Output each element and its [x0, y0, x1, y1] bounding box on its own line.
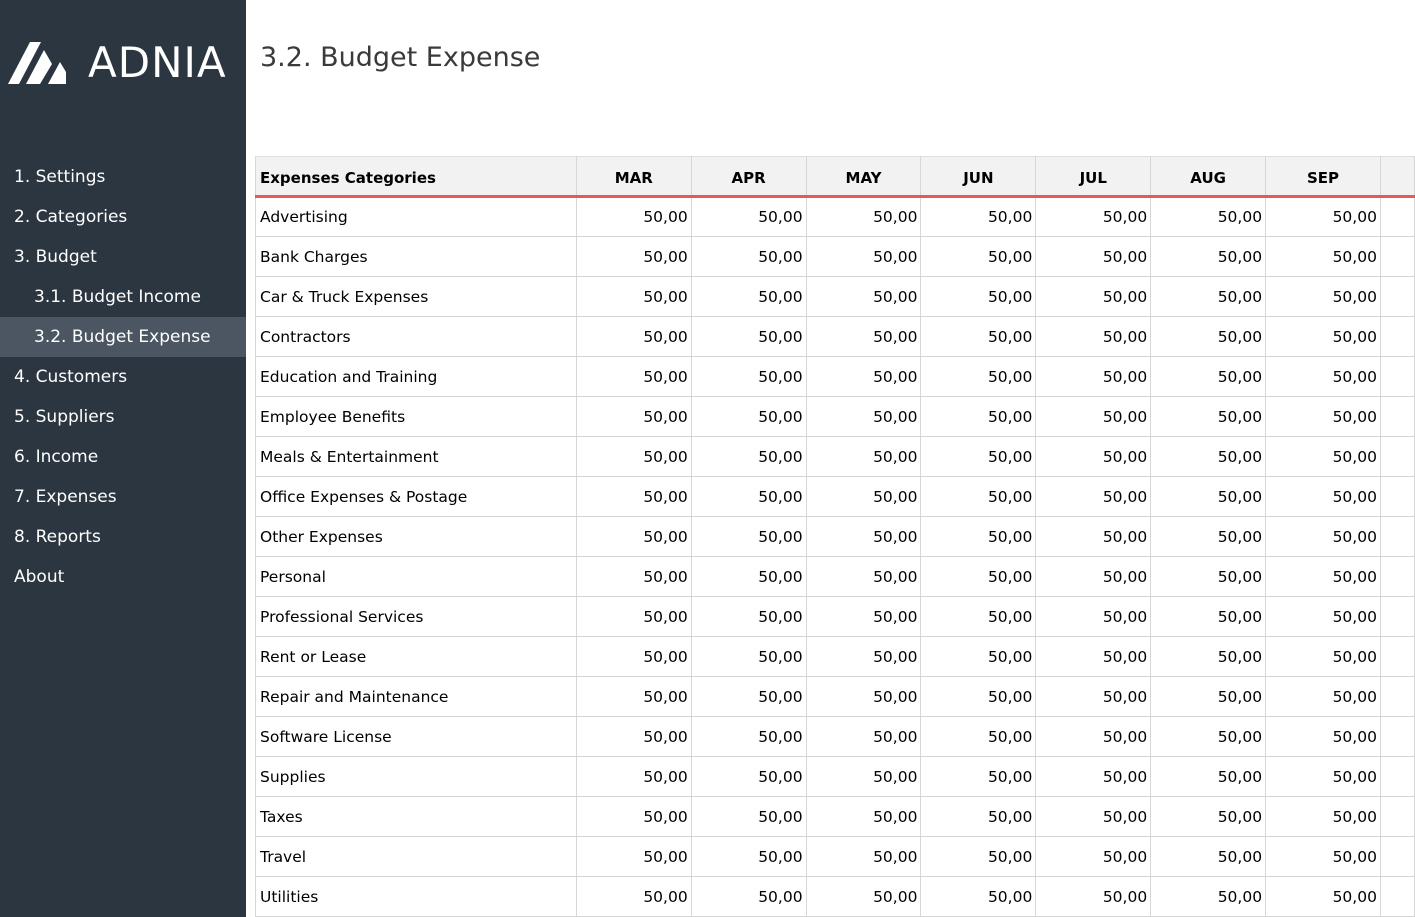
- amount-cell-next-partial[interactable]: [1380, 637, 1414, 677]
- table-header-row: [256, 157, 1415, 197]
- category-cell[interactable]: Software License: [256, 717, 577, 757]
- category-cell[interactable]: Utilities: [256, 877, 577, 917]
- column-header-sep[interactable]: SEP: [1266, 157, 1381, 197]
- amount-cell-sep[interactable]: 50,00: [1266, 237, 1381, 277]
- table-row: [256, 477, 1415, 517]
- sidebar-item-4-customers[interactable]: 4. Customers: [14, 367, 128, 387]
- table-row: [256, 877, 1415, 917]
- table-row: [256, 317, 1415, 357]
- sidebar-item-3-budget[interactable]: 3. Budget: [14, 247, 97, 267]
- amount-cell-next-partial[interactable]: [1380, 317, 1414, 357]
- amount-cell-apr[interactable]: 50,00: [691, 317, 806, 357]
- amount-cell-next-partial[interactable]: [1380, 197, 1414, 237]
- sidebar-item-3-1-budget-income[interactable]: 3.1. Budget Income: [34, 287, 201, 307]
- column-header-aug[interactable]: AUG: [1151, 157, 1266, 197]
- amount-cell-mar[interactable]: 50,00: [576, 837, 691, 877]
- amount-cell-jun[interactable]: 50,00: [921, 837, 1036, 877]
- sidebar-item-2-categories[interactable]: 2. Categories: [14, 207, 128, 227]
- table-row: [256, 717, 1415, 757]
- amount-cell-sep[interactable]: 50,00: [1266, 637, 1381, 677]
- category-cell[interactable]: Contractors: [256, 317, 577, 357]
- amount-cell-mar[interactable]: 50,00: [576, 637, 691, 677]
- amount-cell-next-partial[interactable]: [1380, 477, 1414, 517]
- amount-cell-sep[interactable]: 50,00: [1266, 477, 1381, 517]
- amount-cell-jul[interactable]: 50,00: [1036, 597, 1151, 637]
- amount-cell-next-partial[interactable]: [1380, 517, 1414, 557]
- amount-cell-jul[interactable]: 50,00: [1036, 477, 1151, 517]
- column-header-mar[interactable]: MAR: [576, 157, 691, 197]
- amount-cell-next-partial[interactable]: [1380, 357, 1414, 397]
- amount-cell-mar[interactable]: 50,00: [576, 197, 691, 237]
- amount-cell-may[interactable]: 50,00: [806, 237, 921, 277]
- sidebar-item-7-expenses[interactable]: 7. Expenses: [14, 487, 117, 507]
- brand-logo[interactable]: [8, 38, 238, 88]
- amount-cell-mar[interactable]: 50,00: [576, 597, 691, 637]
- category-cell[interactable]: Taxes: [256, 797, 577, 837]
- amount-cell-may[interactable]: 50,00: [806, 197, 921, 237]
- amount-cell-jun[interactable]: 50,00: [921, 677, 1036, 717]
- amount-cell-next-partial[interactable]: [1380, 277, 1414, 317]
- category-cell[interactable]: Personal: [256, 557, 577, 597]
- amount-cell-jun[interactable]: 50,00: [921, 397, 1036, 437]
- amount-cell-next-partial[interactable]: [1380, 797, 1414, 837]
- table-row: [256, 277, 1415, 317]
- brand-name: ADNIA: [88, 38, 227, 87]
- amount-cell-sep[interactable]: 50,00: [1266, 597, 1381, 637]
- amount-cell-jul[interactable]: 50,00: [1036, 517, 1151, 557]
- column-header-jul[interactable]: JUL: [1036, 157, 1151, 197]
- amount-cell-apr[interactable]: 50,00: [691, 517, 806, 557]
- amount-cell-next-partial[interactable]: [1380, 597, 1414, 637]
- amount-cell-jun[interactable]: 50,00: [921, 437, 1036, 477]
- column-header-next-partial[interactable]: [1380, 157, 1414, 197]
- amount-cell-mar[interactable]: 50,00: [576, 677, 691, 717]
- amount-cell-apr[interactable]: 50,00: [691, 877, 806, 917]
- table-row: [256, 637, 1415, 677]
- amount-cell-aug[interactable]: 50,00: [1151, 757, 1266, 797]
- amount-cell-next-partial[interactable]: [1380, 397, 1414, 437]
- amount-cell-aug[interactable]: 50,00: [1151, 197, 1266, 237]
- category-cell[interactable]: Education and Training: [256, 357, 577, 397]
- amount-cell-aug[interactable]: 50,00: [1151, 317, 1266, 357]
- column-header-apr[interactable]: APR: [691, 157, 806, 197]
- amount-cell-aug[interactable]: 50,00: [1151, 277, 1266, 317]
- amount-cell-jul[interactable]: 50,00: [1036, 837, 1151, 877]
- amount-cell-may[interactable]: 50,00: [806, 877, 921, 917]
- amount-cell-apr[interactable]: 50,00: [691, 277, 806, 317]
- amount-cell-jul[interactable]: 50,00: [1036, 717, 1151, 757]
- adnia-logo-icon: [8, 42, 66, 84]
- amount-cell-apr[interactable]: 50,00: [691, 757, 806, 797]
- amount-cell-next-partial[interactable]: [1380, 237, 1414, 277]
- amount-cell-next-partial[interactable]: [1380, 677, 1414, 717]
- budget-expense-table-container: [255, 156, 1415, 917]
- amount-cell-aug[interactable]: 50,00: [1151, 237, 1266, 277]
- amount-cell-may[interactable]: 50,00: [806, 837, 921, 877]
- amount-cell-sep[interactable]: 50,00: [1266, 877, 1381, 917]
- category-cell[interactable]: Office Expenses & Postage: [256, 477, 577, 517]
- sidebar-item-8-reports[interactable]: 8. Reports: [14, 527, 101, 547]
- amount-cell-jul[interactable]: 50,00: [1036, 277, 1151, 317]
- amount-cell-mar[interactable]: 50,00: [576, 437, 691, 477]
- amount-cell-mar[interactable]: 50,00: [576, 877, 691, 917]
- category-cell[interactable]: Professional Services: [256, 597, 577, 637]
- amount-cell-sep[interactable]: 50,00: [1266, 837, 1381, 877]
- amount-cell-aug[interactable]: 50,00: [1151, 877, 1266, 917]
- amount-cell-aug[interactable]: 50,00: [1151, 517, 1266, 557]
- amount-cell-sep[interactable]: 50,00: [1266, 517, 1381, 557]
- category-cell[interactable]: Repair and Maintenance: [256, 677, 577, 717]
- amount-cell-jun[interactable]: 50,00: [921, 237, 1036, 277]
- amount-cell-mar[interactable]: 50,00: [576, 517, 691, 557]
- amount-cell-aug[interactable]: 50,00: [1151, 437, 1266, 477]
- table-row: [256, 597, 1415, 637]
- amount-cell-apr[interactable]: 50,00: [691, 637, 806, 677]
- amount-cell-may[interactable]: 50,00: [806, 677, 921, 717]
- amount-cell-sep[interactable]: 50,00: [1266, 397, 1381, 437]
- amount-cell-sep[interactable]: 50,00: [1266, 557, 1381, 597]
- amount-cell-mar[interactable]: 50,00: [576, 557, 691, 597]
- amount-cell-may[interactable]: 50,00: [806, 317, 921, 357]
- amount-cell-apr[interactable]: 50,00: [691, 557, 806, 597]
- amount-cell-apr[interactable]: 50,00: [691, 837, 806, 877]
- amount-cell-may[interactable]: 50,00: [806, 437, 921, 477]
- amount-cell-sep[interactable]: 50,00: [1266, 357, 1381, 397]
- amount-cell-jun[interactable]: 50,00: [921, 197, 1036, 237]
- amount-cell-jul[interactable]: 50,00: [1036, 757, 1151, 797]
- amount-cell-jul[interactable]: 50,00: [1036, 357, 1151, 397]
- amount-cell-mar[interactable]: 50,00: [576, 477, 691, 517]
- amount-cell-jul[interactable]: 50,00: [1036, 317, 1151, 357]
- column-header-category[interactable]: Expenses Categories: [256, 157, 577, 197]
- amount-cell-jun[interactable]: 50,00: [921, 277, 1036, 317]
- amount-cell-jul[interactable]: 50,00: [1036, 197, 1151, 237]
- amount-cell-apr[interactable]: 50,00: [691, 437, 806, 477]
- category-cell[interactable]: Meals & Entertainment: [256, 437, 577, 477]
- table-row: [256, 757, 1415, 797]
- amount-cell-jun[interactable]: 50,00: [921, 357, 1036, 397]
- amount-cell-apr[interactable]: 50,00: [691, 397, 806, 437]
- amount-cell-jul[interactable]: 50,00: [1036, 797, 1151, 837]
- amount-cell-jun[interactable]: 50,00: [921, 797, 1036, 837]
- amount-cell-apr[interactable]: 50,00: [691, 197, 806, 237]
- amount-cell-apr[interactable]: 50,00: [691, 237, 806, 277]
- sidebar-item-6-income[interactable]: 6. Income: [14, 447, 99, 467]
- amount-cell-may[interactable]: 50,00: [806, 597, 921, 637]
- sidebar-nav: [0, 157, 246, 597]
- amount-cell-sep[interactable]: 50,00: [1266, 757, 1381, 797]
- table-row: [256, 237, 1415, 277]
- category-cell[interactable]: Advertising: [256, 197, 577, 237]
- amount-cell-jul[interactable]: 50,00: [1036, 237, 1151, 277]
- amount-cell-next-partial[interactable]: [1380, 757, 1414, 797]
- sidebar-item-5-suppliers[interactable]: 5. Suppliers: [14, 407, 115, 427]
- amount-cell-sep[interactable]: 50,00: [1266, 437, 1381, 477]
- amount-cell-next-partial[interactable]: [1380, 717, 1414, 757]
- amount-cell-aug[interactable]: 50,00: [1151, 357, 1266, 397]
- amount-cell-next-partial[interactable]: [1380, 877, 1414, 917]
- column-header-jun[interactable]: JUN: [921, 157, 1036, 197]
- amount-cell-may[interactable]: 50,00: [806, 757, 921, 797]
- column-header-may[interactable]: MAY: [806, 157, 921, 197]
- table-row: [256, 437, 1415, 477]
- sidebar: [0, 0, 246, 917]
- amount-cell-mar[interactable]: 50,00: [576, 757, 691, 797]
- amount-cell-jun[interactable]: 50,00: [921, 557, 1036, 597]
- amount-cell-jun[interactable]: 50,00: [921, 757, 1036, 797]
- amount-cell-aug[interactable]: 50,00: [1151, 717, 1266, 757]
- amount-cell-jul[interactable]: 50,00: [1036, 397, 1151, 437]
- amount-cell-next-partial[interactable]: [1380, 557, 1414, 597]
- amount-cell-mar[interactable]: 50,00: [576, 797, 691, 837]
- sidebar-item-1-settings[interactable]: 1. Settings: [14, 167, 106, 187]
- amount-cell-mar[interactable]: 50,00: [576, 357, 691, 397]
- amount-cell-sep[interactable]: 50,00: [1266, 677, 1381, 717]
- amount-cell-aug[interactable]: 50,00: [1151, 397, 1266, 437]
- amount-cell-jun[interactable]: 50,00: [921, 637, 1036, 677]
- category-cell[interactable]: Rent or Lease: [256, 637, 577, 677]
- amount-cell-may[interactable]: 50,00: [806, 797, 921, 837]
- amount-cell-jul[interactable]: 50,00: [1036, 677, 1151, 717]
- amount-cell-may[interactable]: 50,00: [806, 637, 921, 677]
- amount-cell-apr[interactable]: 50,00: [691, 717, 806, 757]
- amount-cell-mar[interactable]: 50,00: [576, 397, 691, 437]
- table-row: [256, 797, 1415, 837]
- amount-cell-aug[interactable]: 50,00: [1151, 637, 1266, 677]
- amount-cell-sep[interactable]: 50,00: [1266, 797, 1381, 837]
- amount-cell-aug[interactable]: 50,00: [1151, 557, 1266, 597]
- table-body: [256, 197, 1415, 917]
- amount-cell-may[interactable]: 50,00: [806, 477, 921, 517]
- amount-cell-mar[interactable]: 50,00: [576, 237, 691, 277]
- category-cell[interactable]: Other Expenses: [256, 517, 577, 557]
- amount-cell-may[interactable]: 50,00: [806, 277, 921, 317]
- category-cell[interactable]: Travel: [256, 837, 577, 877]
- amount-cell-aug[interactable]: 50,00: [1151, 797, 1266, 837]
- amount-cell-mar[interactable]: 50,00: [576, 317, 691, 357]
- amount-cell-jul[interactable]: 50,00: [1036, 557, 1151, 597]
- sidebar-item-about[interactable]: About: [14, 567, 65, 587]
- amount-cell-jun[interactable]: 50,00: [921, 597, 1036, 637]
- amount-cell-jul[interactable]: 50,00: [1036, 437, 1151, 477]
- amount-cell-may[interactable]: 50,00: [806, 557, 921, 597]
- amount-cell-next-partial[interactable]: [1380, 437, 1414, 477]
- amount-cell-aug[interactable]: 50,00: [1151, 677, 1266, 717]
- table-row: [256, 517, 1415, 557]
- amount-cell-apr[interactable]: 50,00: [691, 797, 806, 837]
- sidebar-item-3-2-budget-expense[interactable]: 3.2. Budget Expense: [0, 317, 246, 357]
- amount-cell-sep[interactable]: 50,00: [1266, 717, 1381, 757]
- amount-cell-apr[interactable]: 50,00: [691, 477, 806, 517]
- amount-cell-sep[interactable]: 50,00: [1266, 277, 1381, 317]
- page-title: 3.2. Budget Expense: [260, 42, 541, 73]
- table-row: [256, 197, 1415, 237]
- amount-cell-mar[interactable]: 50,00: [576, 277, 691, 317]
- category-cell[interactable]: Car & Truck Expenses: [256, 277, 577, 317]
- amount-cell-jul[interactable]: 50,00: [1036, 637, 1151, 677]
- amount-cell-aug[interactable]: 50,00: [1151, 597, 1266, 637]
- amount-cell-sep[interactable]: 50,00: [1266, 317, 1381, 357]
- amount-cell-apr[interactable]: 50,00: [691, 597, 806, 637]
- amount-cell-aug[interactable]: 50,00: [1151, 477, 1266, 517]
- amount-cell-may[interactable]: 50,00: [806, 357, 921, 397]
- category-cell[interactable]: Supplies: [256, 757, 577, 797]
- amount-cell-may[interactable]: 50,00: [806, 517, 921, 557]
- amount-cell-apr[interactable]: 50,00: [691, 357, 806, 397]
- amount-cell-sep[interactable]: 50,00: [1266, 197, 1381, 237]
- table-row: [256, 557, 1415, 597]
- table-row: [256, 677, 1415, 717]
- budget-expense-table: [255, 156, 1415, 917]
- amount-cell-next-partial[interactable]: [1380, 837, 1414, 877]
- amount-cell-jun[interactable]: 50,00: [921, 717, 1036, 757]
- category-cell[interactable]: Bank Charges: [256, 237, 577, 277]
- amount-cell-apr[interactable]: 50,00: [691, 677, 806, 717]
- amount-cell-mar[interactable]: 50,00: [576, 717, 691, 757]
- table-row: [256, 397, 1415, 437]
- amount-cell-jun[interactable]: 50,00: [921, 517, 1036, 557]
- amount-cell-may[interactable]: 50,00: [806, 397, 921, 437]
- category-cell[interactable]: Employee Benefits: [256, 397, 577, 437]
- amount-cell-may[interactable]: 50,00: [806, 717, 921, 757]
- amount-cell-jun[interactable]: 50,00: [921, 877, 1036, 917]
- table-row: [256, 357, 1415, 397]
- amount-cell-jun[interactable]: 50,00: [921, 477, 1036, 517]
- amount-cell-jun[interactable]: 50,00: [921, 317, 1036, 357]
- table-row: [256, 837, 1415, 877]
- amount-cell-aug[interactable]: 50,00: [1151, 837, 1266, 877]
- amount-cell-jul[interactable]: 50,00: [1036, 877, 1151, 917]
